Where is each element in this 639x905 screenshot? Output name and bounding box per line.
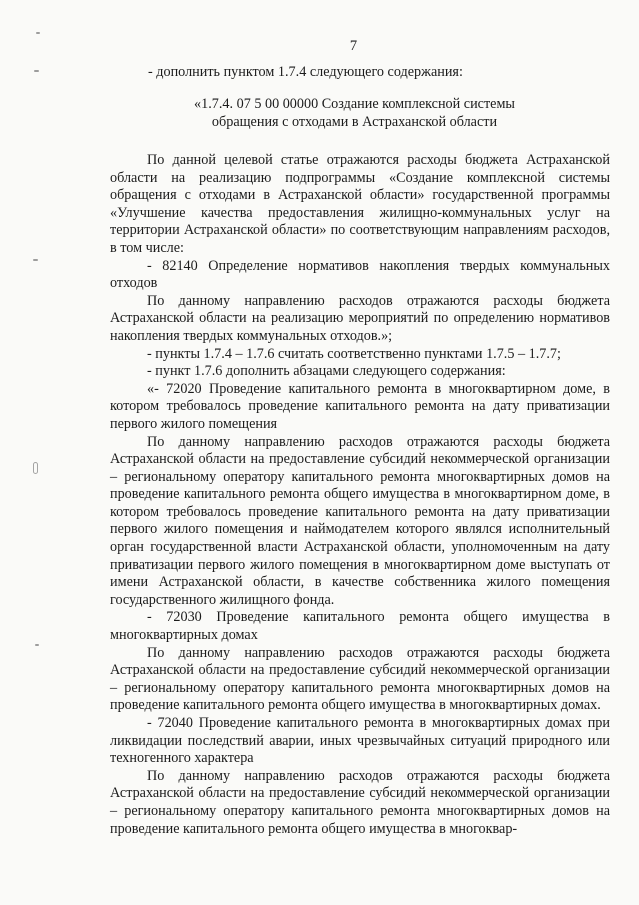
heading-line-1: «1.7.4. 07 5 00 00000 Создание комплексной системы [194,96,515,112]
scan-mark [35,644,39,646]
paragraph: - 72030 Проведение капитального ремонта общего имущества в многоквартирных домах [110,609,610,644]
paragraph: По данному направлению расходов отражаются расходы бюджета Астраханской области на предоставление субсидий некоммерческой организации – региональному оператору капитального ремонта многоквартирных домов на проведение капитального ремонта общего имущества в многоквар- [110,767,610,837]
paragraph: «- 72020 Проведение капитального ремонта в многоквартирном доме, в котором требовалось проведение капитального ремонта на дату приватизации первого жилого помещения [110,380,610,432]
scan-mark [33,259,38,261]
paragraph: По данному направлению расходов отражаются расходы бюджета Астраханской области на предоставление субсидий некоммерческой организации – региональному оператору капитального ремонта многоквартирных домов на проведение капитального ремонта общего имущества в многоквартирном доме, в котором требовалось проведение капитального ремонта на дату приватизации первого жилого помещения и наймодателем которого являлся исполнительный орган государственной власти Астраханской области, уполномоченным на дату приватизации первого жилого помещения в многоквартирном доме выступать от имени Астраханской области, в качестве собственника жилого помещения государственного жилищного фонда. [110,433,610,608]
paragraph: По данному направлению расходов отражаются расходы бюджета Астраханской области на предоставление субсидий некоммерческой организации – региональному оператору капитального ремонта многоквартирных домов на проведение капитального ремонта общего имущества в многоквартирных домах. [110,644,610,714]
scan-mark [33,462,38,474]
scan-mark [34,70,39,72]
scan-mark [36,32,40,34]
paragraph: - 72040 Проведение капитального ремонта в многоквартирных домах при ликвидации последствий аварии, иных чрезвычайных ситуаций природного или техногенного характера [110,715,610,767]
body-text [110,152,610,838]
paragraph: - пункт 1.7.6 дополнить абзацами следующего содержания: [147,363,506,380]
page-number: 7 [349,38,358,54]
paragraph: По данной целевой статье отражаются расходы бюджета Астраханской области на реализацию подпрограммы «Создание комплексной системы обращения с отходами в Астраханской области» государственной программы «Улучшение качества предоставления жилищно-коммунальных услуг на территории Астраханской области» по соответствующим направлениям расходов, в том числе: [110,152,610,256]
section-heading [0,96,639,131]
paragraph: - пункты 1.7.4 – 1.7.6 считать соответственно пунктами 1.7.5 – 1.7.7; [147,345,561,362]
paragraph: По данному направлению расходов отражаются расходы бюджета Астраханской области на реализацию мероприятий по определению нормативов накопления твердых коммунальных отходов.»; [110,292,610,344]
paragraph: - 82140 Определение нормативов накопления твердых коммунальных отходов [110,257,610,292]
heading-line-2: обращения с отходами в Астраханской области [211,113,498,130]
intro-line: - дополнить пунктом 1.7.4 следующего содержания: [148,64,463,80]
